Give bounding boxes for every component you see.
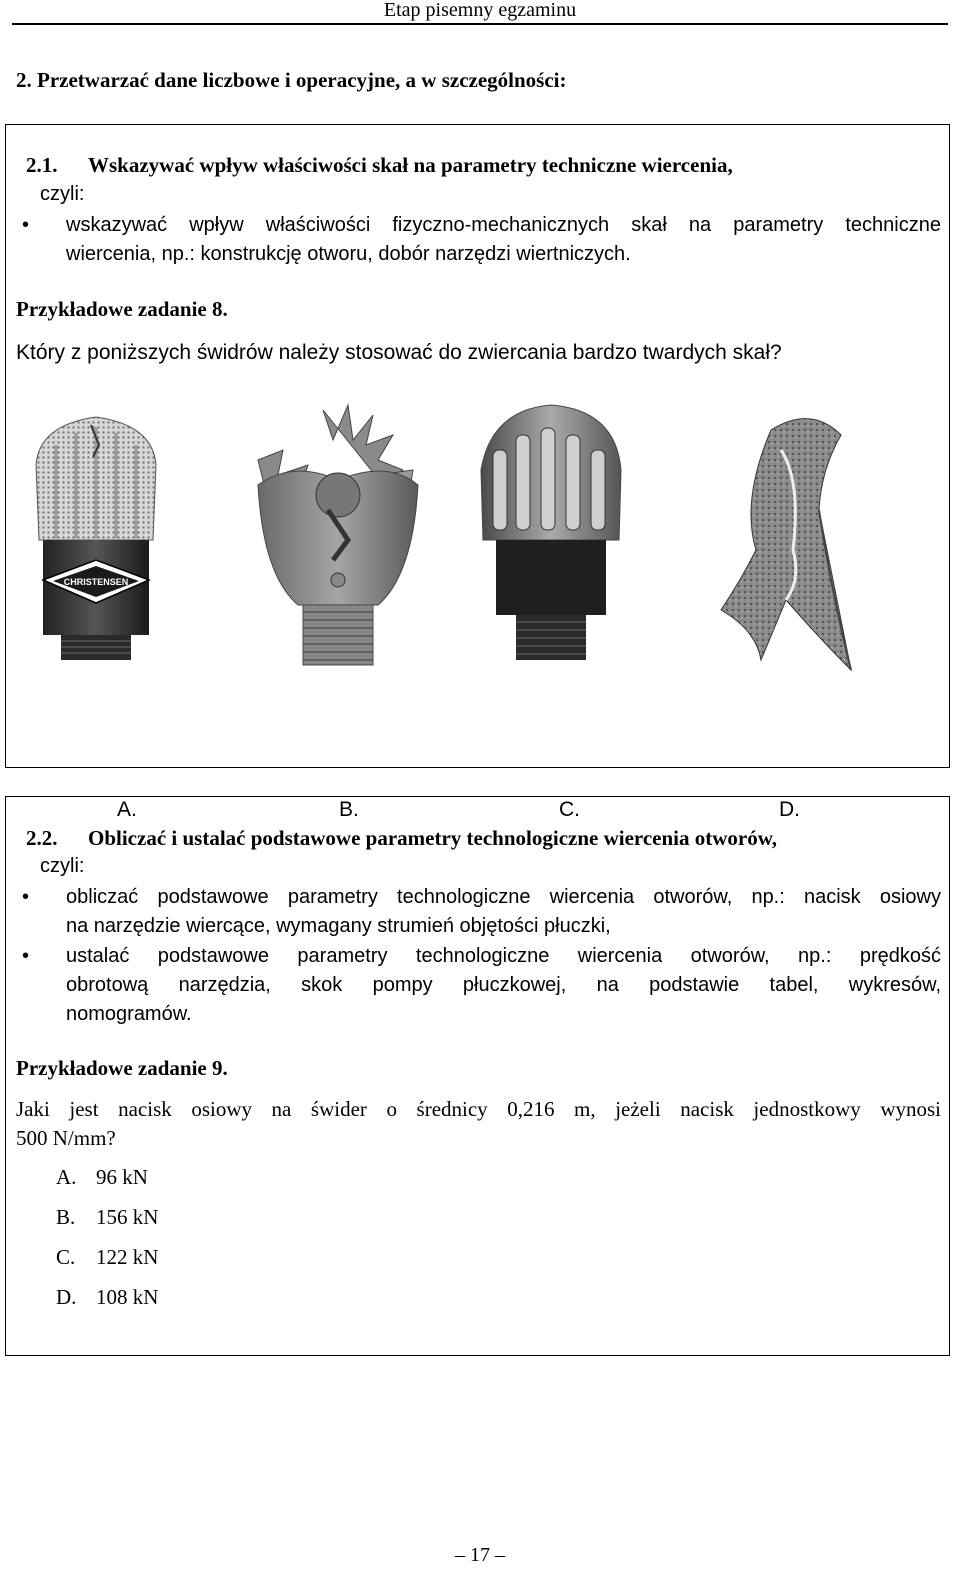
- answer-letter: C.: [56, 1245, 76, 1269]
- bullet-line: ustalać podstawowe parametry technologiczne wiercenia otworów, np.: prędkość: [66, 945, 941, 967]
- bullet-line: nomogramów.: [66, 1003, 192, 1025]
- option-caption-c: C.: [559, 798, 580, 821]
- bullet-icon: •: [22, 214, 30, 236]
- bullet-line: obrotową narzędzia, skok pompy płuczkowej, na podstawie tabel, wykresów,: [66, 974, 941, 996]
- task-question: [16, 1095, 941, 1153]
- bullet-icon: •: [22, 886, 30, 908]
- answer-letter: B.: [56, 1205, 76, 1229]
- objective-box-2-2: [5, 796, 950, 1356]
- objective-bullet: [22, 942, 941, 1029]
- pdc-bit-image: [471, 400, 631, 670]
- answer-option[interactable]: [56, 1285, 158, 1310]
- answer-option[interactable]: [56, 1165, 148, 1190]
- diamond-bit-image: [21, 405, 171, 665]
- answer-text: 108 kN: [96, 1285, 159, 1309]
- answer-option[interactable]: [56, 1205, 158, 1230]
- brand-label: CHRISTENSEN: [63, 577, 129, 587]
- option-caption-d: D.: [779, 798, 800, 821]
- question-line: Jaki jest nacisk osiowy na świder o średnicy 0,216 m, jeżeli nacisk jednostkowy wynosi: [16, 1097, 941, 1121]
- objective-number: 2.2.: [26, 826, 58, 850]
- section-heading: 2. Przetwarzać dane liczbowe i operacyjne, a w szczególności:: [16, 68, 567, 92]
- task-title: Przykładowe zadanie 9.: [16, 1056, 228, 1080]
- header-rule: [12, 23, 948, 25]
- objective-bullet: [22, 211, 941, 269]
- option-caption-a: A.: [117, 798, 137, 821]
- answer-letter: D.: [56, 1285, 77, 1309]
- answer-letter: A.: [56, 1165, 77, 1189]
- objective-heading: [26, 153, 733, 178]
- question-line: 500 N/mm?: [16, 1126, 116, 1150]
- task-title: Przykładowe zadanie 8.: [16, 297, 228, 321]
- czyli-label: czyli:: [40, 183, 85, 205]
- answer-text: 156 kN: [96, 1205, 159, 1229]
- answer-text: 122 kN: [96, 1245, 159, 1269]
- objective-box-2-1: [5, 124, 950, 821]
- page-number: – 17 –: [455, 1544, 505, 1566]
- bullet-icon: •: [22, 945, 30, 967]
- bullet-line: obliczać podstawowe parametry technologiczne wiercenia otworów, np.: nacisk osiowy: [66, 886, 941, 908]
- bullet-line: na narzędzie wiercące, wymagany strumień objętości płuczki,: [66, 915, 611, 937]
- roller-cone-bit-image: [238, 400, 438, 675]
- option-caption-b: B.: [339, 798, 359, 821]
- objective-bullet: [22, 883, 941, 941]
- answer-text: 96 kN: [96, 1165, 148, 1189]
- objective-number: 2.1.: [26, 153, 58, 177]
- running-header: Etap pisemny egzaminu: [383, 0, 577, 21]
- drag-blade-bit-image: [701, 410, 881, 680]
- objective-heading: [26, 826, 777, 851]
- task-question: Który z poniższych świdrów należy stosować do zwiercania bardzo twardych skał?: [16, 341, 782, 364]
- bullet-line: wiercenia, np.: konstrukcję otworu, dobór narzędzi wiertniczych.: [66, 243, 631, 265]
- objective-title: Wskazywać wpływ właściwości skał na parametry techniczne wiercenia,: [88, 153, 733, 177]
- bullet-line: wskazywać wpływ właściwości fizyczno-mechanicznych skał na parametry techniczne: [66, 214, 941, 236]
- objective-title: Obliczać i ustalać podstawowe parametry technologiczne wiercenia otworów,: [88, 826, 777, 850]
- czyli-label: czyli:: [40, 855, 85, 877]
- answer-option[interactable]: [56, 1245, 158, 1270]
